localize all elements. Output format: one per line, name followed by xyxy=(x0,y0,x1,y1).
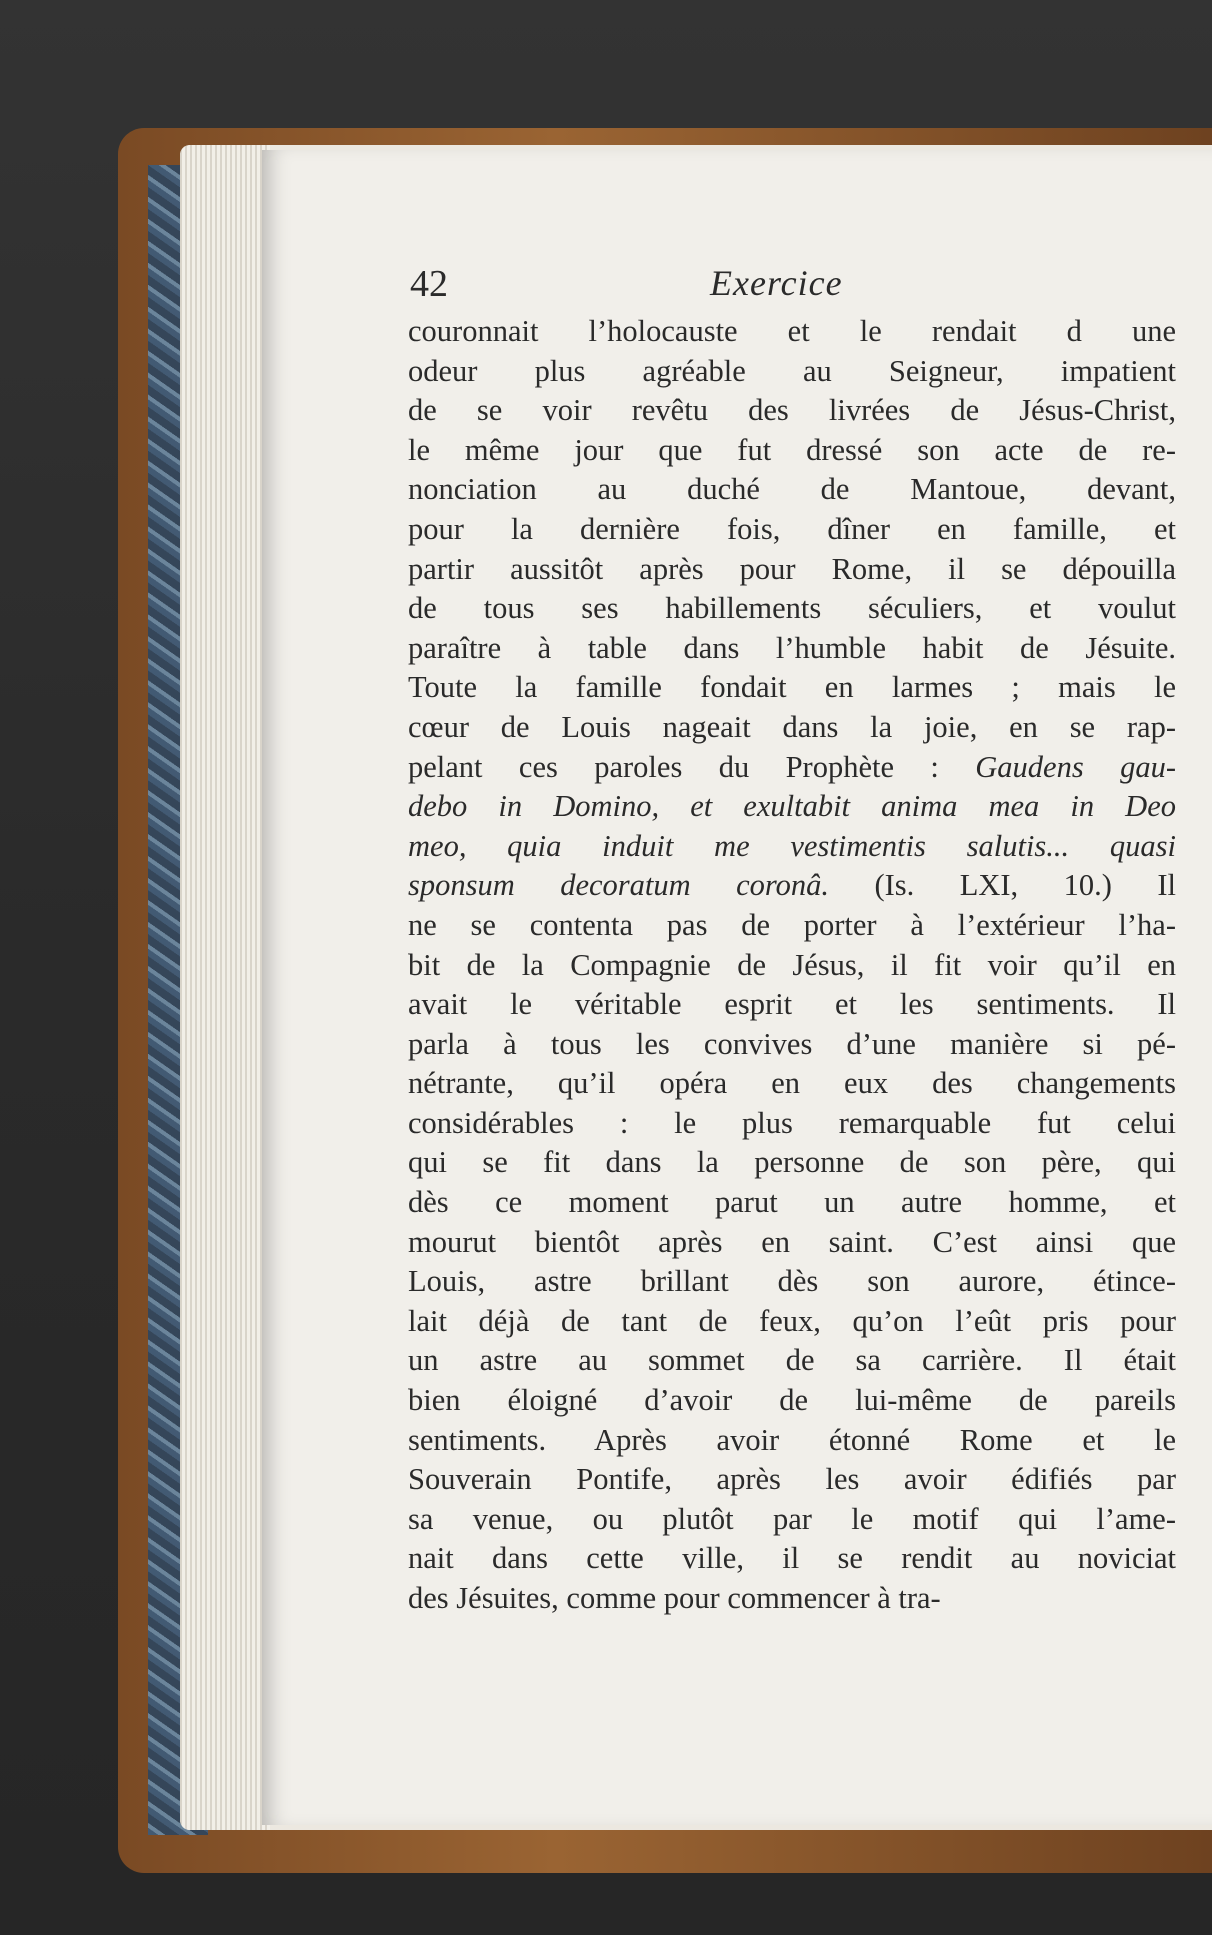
latin-quote: debo in Domino, et exultabit anima mea in Deo xyxy=(408,789,1176,824)
text-line: sentiments. Après avoir étonné Rome et le xyxy=(408,1422,1176,1457)
text-line: couronnait l’holocauste et le rendait d une xyxy=(408,314,1176,348)
text-line: qui se fit dans la personne de son père, qui xyxy=(408,1145,1176,1180)
text-line: partir aussitôt après pour Rome, il se dépouilla xyxy=(408,551,1176,586)
text-line: dès ce moment parut un autre homme, et xyxy=(408,1185,1176,1220)
text-line: pour la dernière fois, dîner en famille, et xyxy=(408,511,1176,546)
text-line xyxy=(408,748,1176,788)
text-line: Souverain Pontife, après les avoir édifiés par xyxy=(408,1462,1176,1497)
text-line: mourut bientôt après en saint. C’est ainsi que xyxy=(408,1224,1176,1259)
text-line: le même jour que fut dressé son acte de re- xyxy=(408,432,1176,467)
text-line: nait dans cette ville, il se rendit au noviciat xyxy=(408,1541,1176,1576)
text-line: avait le véritable esprit et les sentiments. Il xyxy=(408,987,1176,1022)
latin-quote: Gaudens gau- xyxy=(975,749,1176,784)
text-line: lait déjà de tant de feux, qu’on l’eût pris pour xyxy=(408,1303,1176,1338)
text-line: un astre au sommet de sa carrière. Il était xyxy=(408,1343,1176,1378)
text-line: parla à tous les convives d’une manière si pé- xyxy=(408,1026,1176,1061)
text-line: bien éloigné d’avoir de lui-même de pareils xyxy=(408,1383,1176,1418)
text-line: nétrante, qu’il opéra en eux des changements xyxy=(408,1066,1176,1101)
text-line xyxy=(408,866,1176,906)
running-title: Exercice xyxy=(710,263,843,303)
text-line: sa venue, ou plutôt par le motif qui l’ame- xyxy=(408,1501,1176,1536)
text-line xyxy=(408,827,1176,867)
text-line: Louis, astre brillant dès son aurore, étince- xyxy=(408,1264,1176,1299)
text-line: ne se contenta pas de porter à l’extérieur l’ha- xyxy=(408,907,1176,942)
scripture-reference: (Is. LXI, 10.) Il xyxy=(829,868,1176,903)
text-line-roman: pelant ces paroles du Prophète : xyxy=(408,749,976,784)
page-header xyxy=(410,262,1170,306)
text-line: paraître à table dans l’humble habit de Jésuite. xyxy=(408,630,1176,665)
page-edges xyxy=(180,145,270,1830)
text-line: cœur de Louis nageait dans la joie, en se rap- xyxy=(408,709,1176,744)
latin-quote: meo, quia induit me vestimentis salutis... quasi xyxy=(408,828,1176,863)
text-line: considérables : le plus remarquable fut celui xyxy=(408,1105,1176,1140)
body-text xyxy=(408,312,1176,1619)
text-line: de tous ses habillements séculiers, et voulut xyxy=(408,591,1176,626)
text-line: des Jésuites, comme pour commencer à tra- xyxy=(408,1581,941,1615)
text-line: nonciation au duché de Mantoue, devant, xyxy=(408,472,1176,507)
text-line: odeur plus agréable au Seigneur, impatient xyxy=(408,353,1176,388)
text-line xyxy=(408,787,1176,827)
latin-quote: sponsum decoratum coronâ. xyxy=(408,868,830,903)
text-line: de se voir revêtu des livrées de Jésus-Christ, xyxy=(408,393,1176,428)
page-number: 42 xyxy=(410,263,448,305)
text-line: Toute la famille fondait en larmes ; mais le xyxy=(408,670,1176,705)
text-line: bit de la Compagnie de Jésus, il fit voir qu’il en xyxy=(408,947,1176,982)
